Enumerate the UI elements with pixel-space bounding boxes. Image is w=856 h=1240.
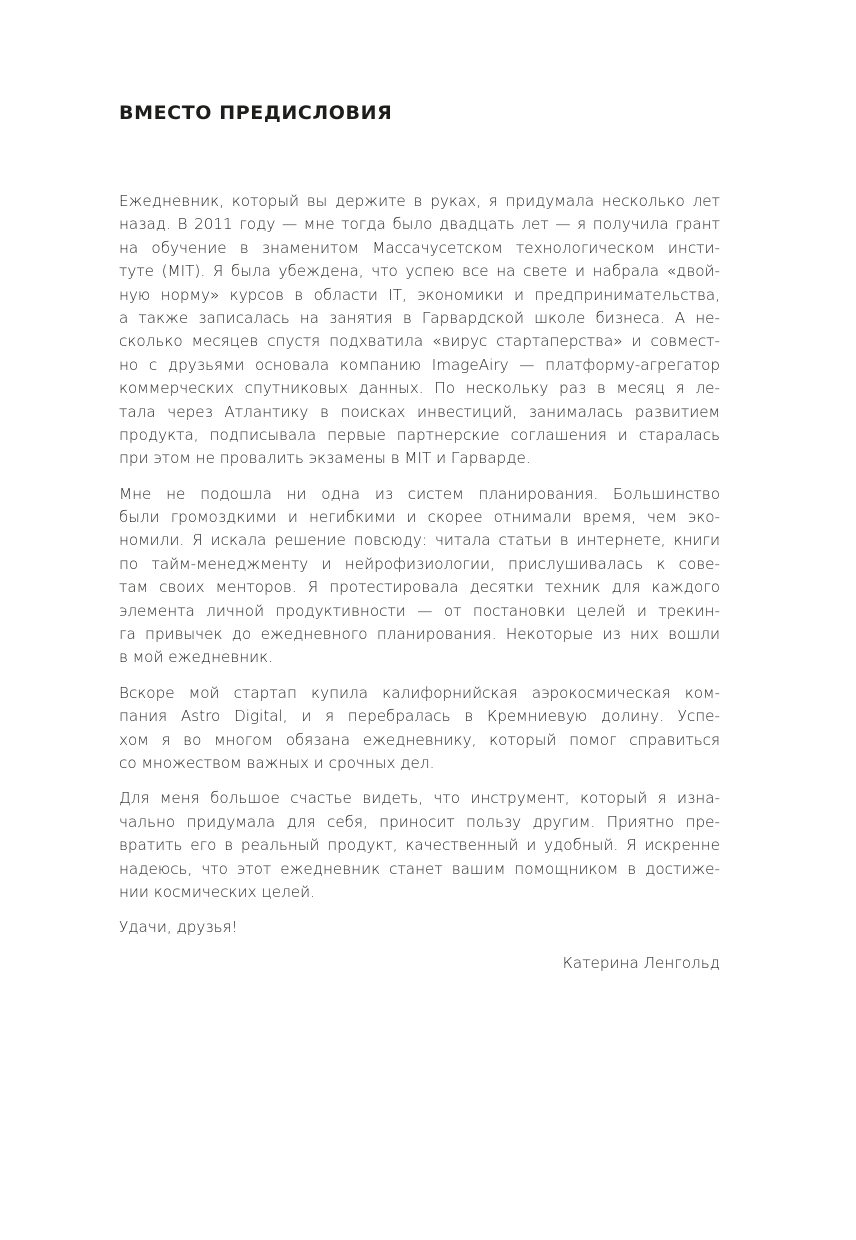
text-line: а также записалась на занятия в Гарвардской школе бизнеса. А не- (119, 308, 720, 327)
text-line: га привычек до ежедневного планирования. Некоторые из них вошли (119, 625, 720, 644)
text-line: продукта, подписывала первые партнерские соглашения и старалась (119, 425, 720, 444)
text-line: надеюсь, что этот ежедневник станет вашим помощником в достиже- (119, 859, 720, 878)
text-line: хом я во многом обязана ежедневнику, который помог справиться (119, 730, 720, 749)
text-line: но с друзьями основала компанию ImageAiry — платформу-агрегатор (119, 355, 720, 374)
paragraph-2 (119, 483, 720, 670)
text-line: на обучение в знаменитом Массачусетском технологическом инсти- (119, 238, 720, 257)
text-line: сколько месяцев спустя подхватила «вирус стартаперства» и совмест- (119, 332, 720, 351)
text-line: элемента личной продуктивности — от постановки целей и трекин- (119, 601, 720, 620)
text-line: в мой ежедневник. (119, 648, 274, 667)
text-line: нии космических целей. (119, 882, 315, 901)
author-signature: Катерина Ленгольд (562, 953, 720, 972)
paragraph-1 (119, 190, 720, 471)
text-line: тала через Атлантику в поисках инвестиций, занималась развитием (119, 402, 720, 421)
body-text (119, 190, 720, 975)
text-line: номили. Я искала решение повсюду: читала статьи в интернете, книги (119, 531, 720, 550)
text-line: по тайм-менеджменту и нейрофизиологии, прислушивалась к сове- (119, 554, 720, 573)
closing-line: Удачи, друзья! (119, 918, 238, 937)
text-line: ную норму» курсов в области IT, экономики и предпринимательства, (119, 285, 720, 304)
text-line: были громоздкими и негибкими и скорее отнимали время, чем эко- (119, 508, 720, 527)
text-line: коммерческих спутниковых данных. По нескольку раз в месяц я ле- (119, 379, 720, 398)
text-line: при этом не провалить экзамены в MIT и Гарварде. (119, 449, 531, 468)
text-line: со множеством важных и срочных дел. (119, 753, 435, 772)
paragraph-5 (119, 916, 720, 939)
paragraph-3 (119, 682, 720, 776)
text-line: пания Astro Digital, и я перебралась в Кремниевую долину. Успе- (119, 707, 720, 726)
text-line: Мне не подошла ни одна из систем планирования. Большинство (119, 484, 720, 503)
paragraph-4 (119, 787, 720, 904)
text-line: Ежедневник, который вы держите в руках, я придумала несколько лет (119, 192, 720, 210)
text-line: Для меня большое счастье видеть, что инструмент, который я изна- (119, 789, 720, 808)
text-line: туте (MIT). Я была убеждена, что успею все на свете и набрала «двой- (119, 262, 720, 281)
text-line: там своих менторов. Я протестировала десятки техник для каждого (119, 578, 720, 597)
chapter-heading: ВМЕСТО ПРЕДИСЛОВИЯ (119, 102, 393, 124)
text-line: чально придумала для себя, приносит пользу другим. Приятно пре- (119, 812, 720, 831)
text-line: назад. В 2011 году — мне тогда было двадцать лет — я получила грант (119, 215, 720, 234)
text-line: вратить его в реальный продукт, качественный и удобный. Я искренне (119, 836, 720, 855)
text-line: Вскоре мой стартап купила калифорнийская аэрокосмическая ком- (119, 683, 720, 702)
